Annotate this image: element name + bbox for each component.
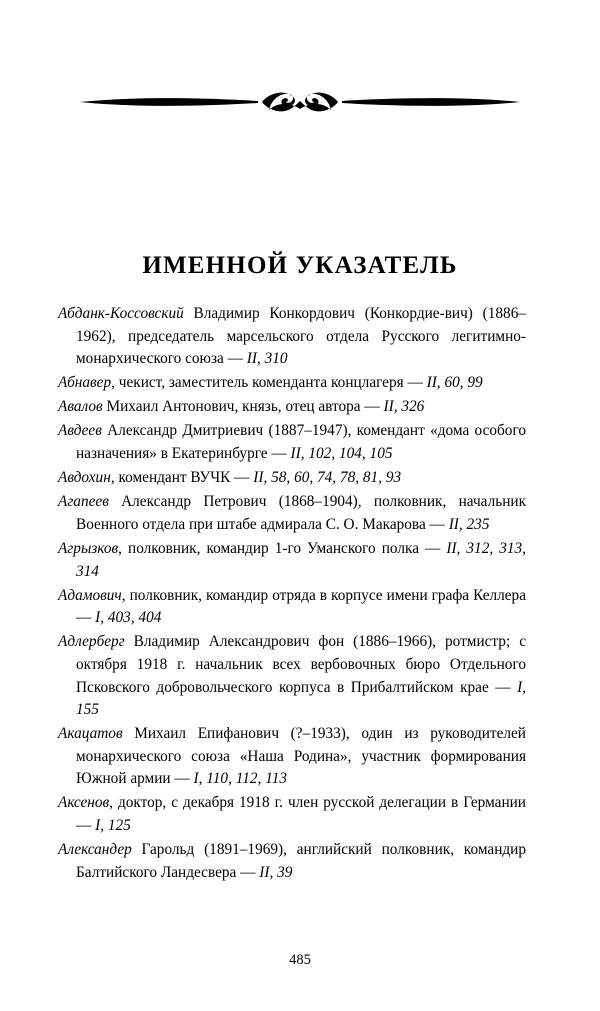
page-number: 485 bbox=[289, 952, 311, 968]
entry-references: II, 235 bbox=[448, 515, 490, 533]
entry-name: Абданк-Коссовский bbox=[58, 305, 184, 322]
entry-references: II, 39 bbox=[259, 863, 293, 881]
entry-name: Абнавер bbox=[58, 374, 112, 392]
entry-name: Аксенов bbox=[58, 794, 110, 812]
index-entry-list bbox=[58, 303, 526, 886]
entry-name: Агапеев bbox=[58, 493, 109, 511]
entry-name: Агрызков bbox=[58, 539, 119, 557]
list-item bbox=[58, 467, 526, 490]
entry-description: Александр Петрович (1868–1904), полковник, начальник Военного отдела при штабе адмирала С. О. Макарова — bbox=[76, 493, 526, 533]
entry-description: , полковник, командир 1-го Уманского полка — bbox=[118, 539, 447, 557]
entry-name: Адамович bbox=[58, 586, 122, 604]
list-item bbox=[58, 631, 526, 721]
entry-description: Михаил Епифанович (?–1933), один из руководителей монархического союза «Наша Родина», участник формирования Южной армии — bbox=[76, 725, 526, 788]
list-item bbox=[58, 792, 526, 837]
list-item bbox=[58, 491, 526, 536]
entry-references: I, 110, 112, 113 bbox=[193, 770, 287, 788]
entry-name: Авдеев bbox=[58, 422, 102, 440]
entry-name: Акацатов bbox=[58, 725, 123, 743]
entry-references: II, 310 bbox=[246, 350, 288, 368]
decorative-rule-ornament bbox=[0, 72, 600, 132]
list-item bbox=[58, 420, 526, 465]
entry-description: Владимир Конкордович (Конкордие-вич) (1886–1962), председатель марсельского отдела Русского легитимно-монархического союза — bbox=[76, 305, 526, 368]
entry-description: Гарольд (1891–1969), английский полковник, командир Балтийского Ландесвера — bbox=[76, 841, 526, 881]
entry-references: II, 102, 104, 105 bbox=[290, 445, 393, 463]
entry-references: II, 326 bbox=[383, 398, 425, 416]
entry-description: , комендант ВУЧК — bbox=[110, 469, 254, 487]
list-item bbox=[58, 585, 526, 630]
entry-references: I, 403, 404 bbox=[95, 609, 162, 627]
entry-description: , полковник, командир отряда в корпусе имени графа Келлера — bbox=[76, 586, 526, 627]
entry-references: I, 125 bbox=[95, 817, 131, 835]
entry-name: Авалов bbox=[58, 398, 103, 416]
list-item bbox=[58, 372, 526, 395]
entry-references: II, 58, 60, 74, 78, 81, 93 bbox=[253, 469, 402, 487]
entry-references: II, 60, 99 bbox=[426, 374, 483, 392]
entry-name: Авдохин bbox=[58, 469, 111, 487]
list-item bbox=[58, 723, 526, 791]
entry-description: , чекист, заместитель коменданта концлагеря — bbox=[111, 374, 427, 392]
list-item bbox=[58, 303, 526, 371]
entry-description: Михаил Антонович, князь, отец автора — bbox=[102, 398, 384, 416]
list-item bbox=[58, 538, 526, 583]
entry-name: Александер bbox=[58, 841, 132, 859]
page-title: ИМЕННОЙ УКАЗАТЕЛЬ bbox=[142, 252, 458, 279]
entry-description: , доктор, с декабря 1918 г. член русской делегации в Германии — bbox=[76, 794, 526, 835]
list-item bbox=[58, 839, 526, 884]
entry-references: I, 155 bbox=[76, 678, 526, 719]
list-item bbox=[58, 396, 526, 419]
entry-description: Александр Дмитриевич (1887–1947), комендант «дома особого назначения» в Екатеринбурге — bbox=[76, 422, 526, 463]
entry-description: Владимир Александрович фон (1886–1966), ротмистр; с октября 1918 г. начальник всех вербовочных бюро Отдельного Псковского добровольческого корпуса в Прибалтийском крае — bbox=[76, 633, 526, 696]
entry-name: Адлерберг bbox=[58, 633, 125, 651]
entry-references: II, 312, 313, 314 bbox=[76, 539, 526, 580]
